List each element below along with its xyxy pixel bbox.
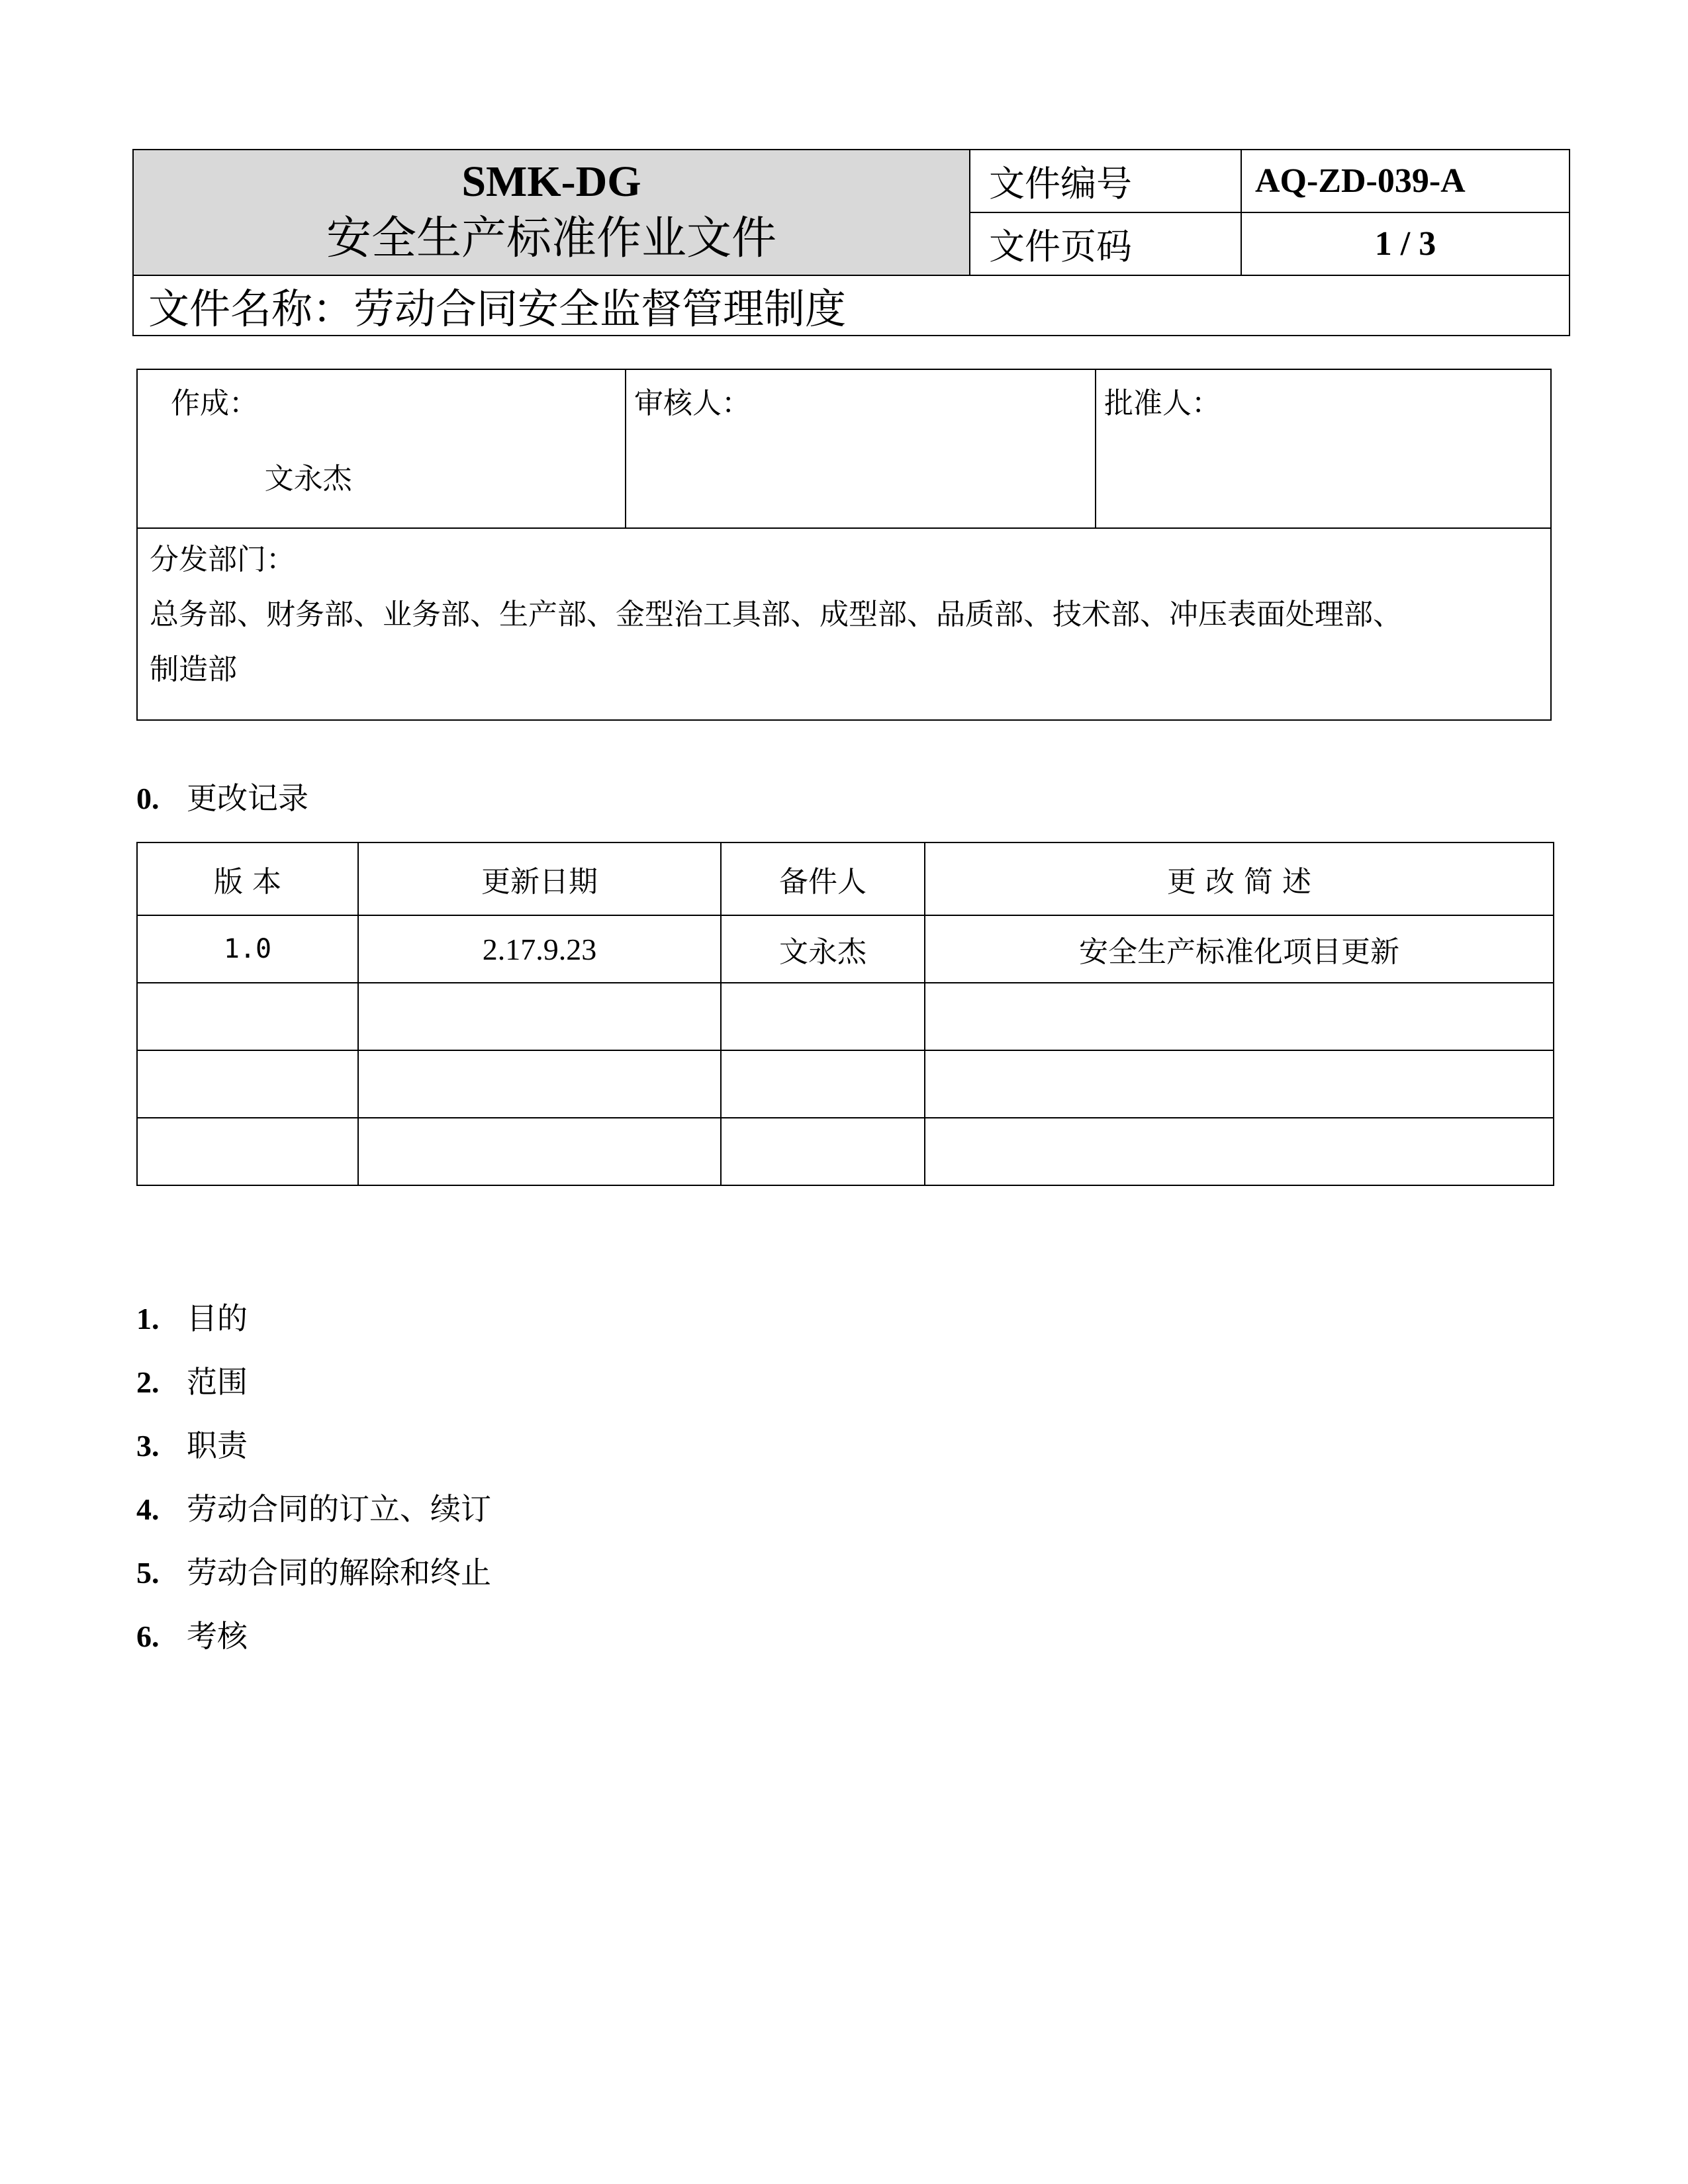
section-title: 劳动合同的订立、续订 <box>187 1491 491 1527</box>
toc-item-purpose <box>136 1298 248 1339</box>
table-row <box>137 1050 1554 1118</box>
header-version: 版 本 <box>137 842 358 915</box>
page-number-label: 文件页码 <box>970 212 1241 275</box>
document-category: 安全生产标准作业文件 <box>326 212 776 265</box>
cell-editor: 文永杰 <box>721 915 925 983</box>
document-header <box>132 149 1570 336</box>
document-name: 文件名称：劳动合同安全监督管理制度 <box>133 275 1570 336</box>
cell-change-summary <box>925 1118 1554 1185</box>
toc-item-contract-signing <box>136 1489 491 1529</box>
cell-change-summary <box>925 1050 1554 1118</box>
page-number-value: 1 / 3 <box>1241 212 1570 275</box>
section-title: 劳动合同的解除和终止 <box>187 1555 491 1590</box>
toc-item-scope <box>136 1362 248 1402</box>
reviewer-label: 审核人： <box>634 387 751 420</box>
prepared-by-cell <box>137 369 626 528</box>
cell-version: 1.0 <box>137 915 358 983</box>
approver-cell <box>1096 369 1551 528</box>
section-number: 3. <box>136 1429 160 1463</box>
cell-editor <box>721 1118 925 1185</box>
cell-change-summary <box>925 983 1554 1050</box>
cell-editor <box>721 1050 925 1118</box>
section-number: 1. <box>136 1302 160 1336</box>
prepared-by-name: 文永杰 <box>264 462 352 496</box>
cell-update-date <box>358 1050 721 1118</box>
approval-table <box>136 369 1552 721</box>
section-number: 4. <box>136 1492 160 1526</box>
doc-number-label: 文件编号 <box>970 150 1241 212</box>
cell-change-summary: 安全生产标准化项目更新 <box>925 915 1554 983</box>
distribution-cell <box>137 528 1551 720</box>
cell-update-date <box>358 1118 721 1185</box>
cell-update-date: 2.17.9.23 <box>358 915 721 983</box>
section-number: 6. <box>136 1619 160 1653</box>
cell-update-date <box>358 983 721 1050</box>
change-record-table <box>136 842 1554 1186</box>
distribution-list-line2: 制造部 <box>150 653 237 686</box>
header-update-date: 更新日期 <box>358 842 721 915</box>
company-name: SMK-DG <box>461 158 641 206</box>
table-header-row <box>137 842 1554 915</box>
cell-version <box>137 1050 358 1118</box>
reviewer-cell <box>626 369 1096 528</box>
prepared-by-label: 作成： <box>171 387 258 420</box>
table-row <box>137 1118 1554 1185</box>
header-change-summary: 更 改 简 述 <box>925 842 1554 915</box>
toc-item-responsibilities <box>136 1426 248 1466</box>
section-title: 职责 <box>187 1428 248 1463</box>
toc-item-assessment <box>136 1616 248 1657</box>
cell-version <box>137 983 358 1050</box>
approver-label: 批准人： <box>1104 387 1221 420</box>
cell-version <box>137 1118 358 1185</box>
section-number: 2. <box>136 1365 160 1399</box>
header-title-cell <box>133 150 970 275</box>
header-editor: 备件人 <box>721 842 925 915</box>
distribution-list-line1: 总务部、财务部、业务部、生产部、金型治工具部、成型部、品质部、技术部、冲压表面处理部、 <box>150 598 1402 631</box>
change-record-heading <box>136 778 308 819</box>
section-title: 更改记录 <box>187 780 308 816</box>
section-title: 考核 <box>187 1618 248 1654</box>
section-title: 范围 <box>187 1364 248 1400</box>
section-number: 0. <box>136 782 160 815</box>
table-row <box>137 915 1554 983</box>
distribution-label: 分发部门： <box>150 543 295 576</box>
toc-item-contract-termination <box>136 1553 491 1593</box>
section-number: 5. <box>136 1556 160 1590</box>
section-title: 目的 <box>187 1300 248 1336</box>
doc-number-value: AQ-ZD-039-A <box>1241 150 1570 212</box>
table-row <box>137 983 1554 1050</box>
cell-editor <box>721 983 925 1050</box>
